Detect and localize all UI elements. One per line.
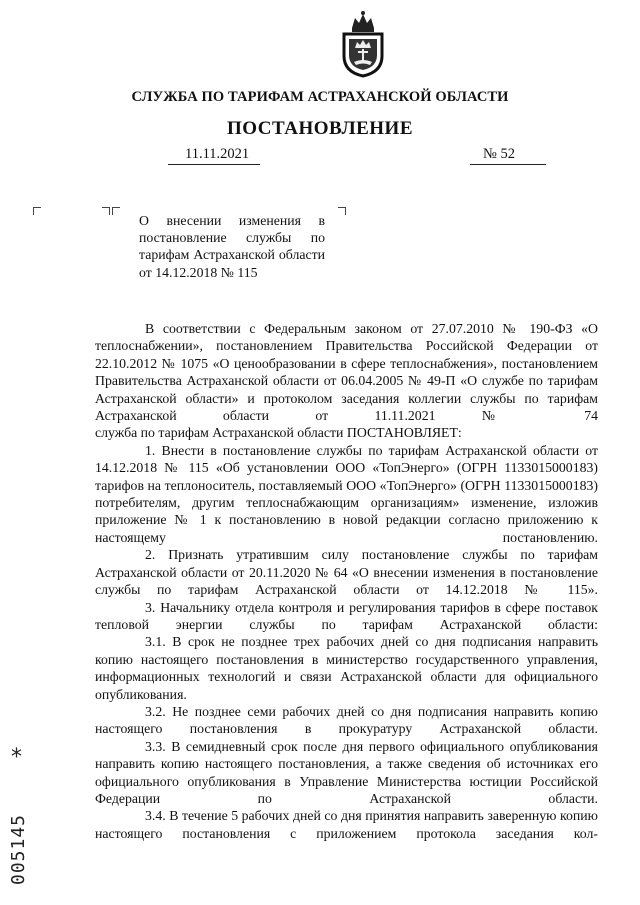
body-item: 3.3. В семидневный срок после дня первого официального опубликования направить копию настоящего постановления, а также сведения об источниках его официального опубликования в Управление Министерства юстиции Российской Федерации по Астраханской области. [95, 738, 598, 806]
corner-mark [112, 207, 120, 215]
date-underline [168, 164, 260, 165]
resolves-line: служба по тарифам Астраханской области ПОСТАНОВЛЯЕТ: [95, 425, 462, 441]
document-date: 11.11.2021 [185, 146, 250, 162]
number-underline [470, 164, 546, 165]
body-item: 3.1. В срок не позднее трех рабочих дней со дня подписания направить копию настоящего постановления в министерство государственного управления, информационных технологий и связи Астраханской области для официального опубликования. [95, 634, 598, 702]
document-body [95, 320, 598, 842]
body-item: 1. Внести в постановление службы по тарифам Астраханской области от 14.12.2018 № 115 «Об установлении ООО «ТопЭнерго» (ОГРН 1133015000183) тарифов на теплоноситель, поставляемый ООО «ТопЭнерго» (ОГРН 1133015000183) потребителям, другим теплоснабжающим организациям» изменение, изложив приложение № 1 к постановлению в новой редакции согласно приложению к настоящему постановлению. [95, 442, 598, 545]
document-type: ПОСТАНОВЛЕНИЕ [226, 118, 414, 139]
margin-star: * [11, 745, 22, 770]
body-item: 2. Признать утратившим силу постановление службы по тарифам Астраханской области от 20.11.2020 № 64 «О внесении изменения в постановление службы по тарифам Астраханской области от 14.12.2018 № 115». [95, 547, 598, 598]
astrakhan-coat-of-arms-icon [340, 10, 386, 78]
margin-side-number: 005145 [8, 813, 29, 885]
document-number: № 52 [483, 146, 515, 162]
body-item: 3.4. В течение 5 рабочих дней со дня принятия направить заверенную копию настоящего постановления с приложением протокола заседания кол- [95, 808, 598, 841]
corner-mark [102, 207, 110, 215]
document-subject: О внесении изменения в постановление службы по тарифам Астраханской области от 14.12.2018 № 115 [139, 213, 325, 280]
preamble-paragraph: В соответствии с Федеральным законом от 27.07.2010 № 190-ФЗ «О теплоснабжении», постановлением Правительства Российской Федерации от 22.10.2012 № 1075 «О ценообразовании в сфере теплоснабжения», постановлением Правительства Астраханской области от 06.04.2005 № 49-П «О службе по тарифам Астраханской области» и протоколом заседания коллегии службы по тарифам Астраханской области от 11.11.2021 № 74 [95, 321, 598, 424]
body-item: 3. Начальнику отдела контроля и регулирования тарифов в сфере поставок тепловой энергии службы по тарифам Астраханской области: [95, 599, 598, 632]
corner-mark [338, 207, 346, 215]
corner-mark [33, 207, 41, 215]
organization-title: СЛУЖБА ПО ТАРИФАМ АСТРАХАНСКОЙ ОБЛАСТИ [131, 89, 509, 105]
body-item: 3.2. Не позднее семи рабочих дней со дня подписания направить копию настоящего постановления в прокуратуру Астраханской области. [95, 703, 598, 737]
